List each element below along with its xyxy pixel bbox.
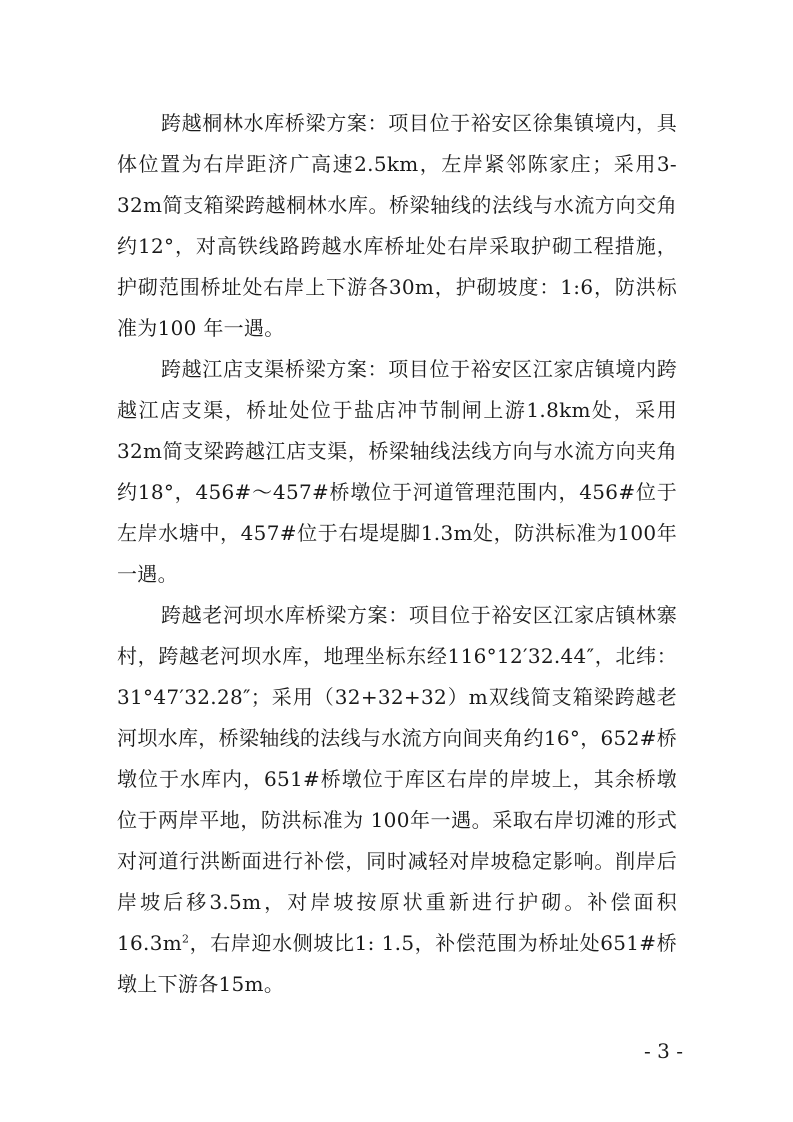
- paragraph-jiangdian-canal-bridge: 跨越江店支渠桥梁方案：项目位于裕安区江家店镇境内跨越江店支渠，桥址处位于盐店冲节制闸上游1.8km处，采用32m简支梁跨越江店支渠，桥梁轴线法线方向与水流方向夹角约18°，456#～457#桥墩位于河道管理范围内，456#位于左岸水塘中，457#位于右堤堤脚1.3m处，防洪标准为100年一遇。: [117, 357, 677, 586]
- paragraph-laoheba-text-before: 跨越老河坝水库桥梁方案：项目位于裕安区江家店镇林寨村，跨越老河坝水库，地理坐标东经116°12′32.44″，北纬：31°47′32.28″；采用（32+32+32）m双线简支箱梁跨越老河坝水库，桥梁轴线的法线与水流方向间夹角约16°，652#桥墩位于水库内，651#桥墩位于库区右岸的岸坡上，其余桥墩位于两岸平地，防洪标准为 100年一遇。采取右岸切滩的形式对河道行洪断面进行补偿，同时减轻对岸坡稳定影响。削岸后岸坡后移3.5m，对岸坡按原状重新进行护砌。补偿面积16.3m: [117, 603, 677, 955]
- page-number: - 3 -: [644, 1039, 683, 1063]
- document-body: [117, 103, 677, 1005]
- paragraph-laoheba-text-after: ，右岸迎水侧坡比1: 1.5，补偿范围为桥址处651#桥墩上下游各15m。: [117, 931, 677, 996]
- paragraph-tonglin-reservoir-bridge: 跨越桐林水库桥梁方案：项目位于裕安区徐集镇境内，具体位置为右岸距济广高速2.5km，左岸紧邻陈家庄；采用3-32m简支箱梁跨越桐林水库。桥梁轴线的法线与水流方向交角约12°，对高铁线路跨越水库桥址处右岸采取护砌工程措施，护砌范围桥址处右岸上下游各30m，护砌坡度：1:6，防洪标准为100 年一遇。: [117, 111, 677, 340]
- area-unit-superscript: 2: [182, 932, 190, 946]
- paragraph-laoheba-reservoir-bridge: [117, 595, 677, 1005]
